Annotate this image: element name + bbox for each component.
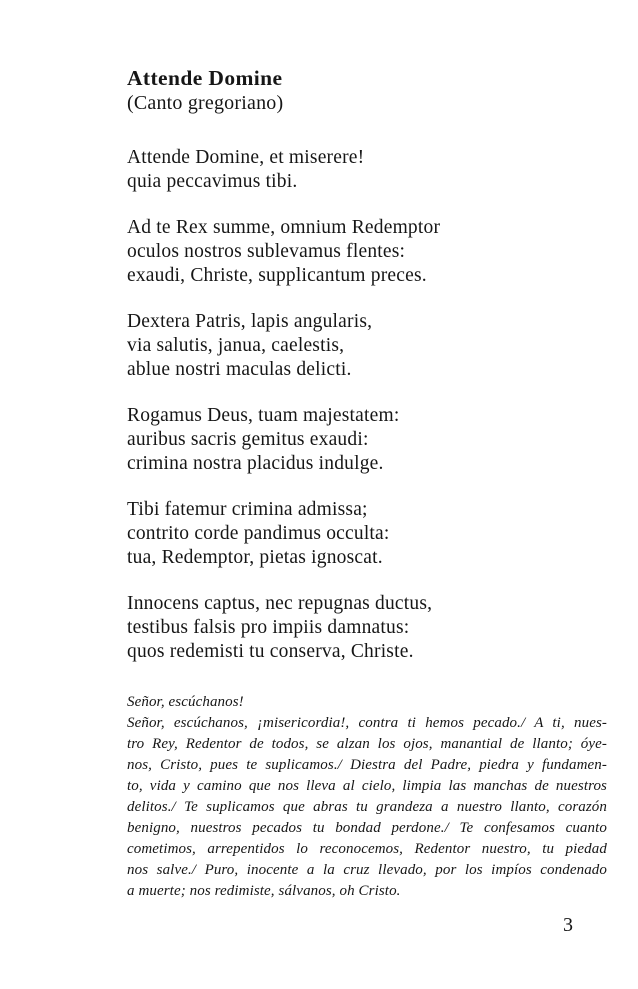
verse-line: crimina nostra placidus indulge. bbox=[127, 453, 384, 474]
verse-line: exaudi, Christe, supplicantum preces. bbox=[127, 265, 427, 286]
stanza bbox=[127, 404, 609, 476]
translation-block bbox=[127, 692, 607, 902]
verse-line: quia peccavimus tibi. bbox=[127, 171, 298, 192]
translation-line: to, vida y camino que nos lleva al cielo, limpia las manchas de nuestros bbox=[127, 778, 607, 794]
verse-line: Rogamus Deus, tuam majestatem: bbox=[127, 405, 400, 426]
hymn-title: Attende Domine bbox=[127, 66, 283, 90]
translation-line: cometimos, arrepentidos lo reconocemos, Redentor nuestro, tu piedad bbox=[127, 841, 607, 857]
verse-line: oculos nostros sublevamus flentes: bbox=[127, 241, 406, 262]
verse-line: Innocens captus, nec repugnas ductus, bbox=[127, 593, 433, 614]
verse-line: Attende Domine, et miserere! bbox=[127, 147, 365, 168]
verse-line: via salutis, janua, caelestis, bbox=[127, 335, 345, 356]
stanza bbox=[127, 498, 609, 570]
page-number: 3 bbox=[563, 914, 573, 936]
verse-line: testibus falsis pro impiis damnatus: bbox=[127, 617, 410, 638]
stanza bbox=[127, 216, 609, 288]
verse-line: tua, Redemptor, pietas ignoscat. bbox=[127, 547, 383, 568]
stanzas-container bbox=[127, 146, 609, 664]
verse-line: auribus sacris gemitus exaudi: bbox=[127, 429, 369, 450]
verse-line: contrito corde pandimus occulta: bbox=[127, 523, 390, 544]
hymn-content bbox=[127, 66, 609, 902]
verse-line: Dextera Patris, lapis angularis, bbox=[127, 311, 373, 332]
stanza bbox=[127, 592, 609, 664]
translation-line: nos, Cristo, pues te suplicamos./ Diestra del Padre, piedra y fundamen- bbox=[127, 757, 607, 773]
translation-line: tro Rey, Redentor de todos, se alzan los ojos, manantial de llanto; óye- bbox=[127, 736, 607, 752]
verse-line: ablue nostri maculas delicti. bbox=[127, 359, 352, 380]
hymn-subtitle: (Canto gregoriano) bbox=[127, 92, 284, 114]
verse-line: Tibi fatemur crimina admissa; bbox=[127, 499, 368, 520]
verse-line: Ad te Rex summe, omnium Redemptor bbox=[127, 217, 441, 238]
translation-line: benigno, nuestros pecados tu bondad perdone./ Te confesamos cuanto bbox=[127, 820, 607, 836]
translation-line: Señor, escúchanos! bbox=[127, 694, 244, 710]
stanza bbox=[127, 146, 609, 194]
verse-line: quos redemisti tu conserva, Christe. bbox=[127, 641, 414, 662]
translation-line: a muerte; nos redimiste, sálvanos, oh Cristo. bbox=[127, 883, 401, 899]
translation-line: nos salve./ Puro, inocente a la cruz llevado, por los impíos condenado bbox=[127, 862, 607, 878]
stanza bbox=[127, 310, 609, 382]
translation-line: Señor, escúchanos, ¡misericordia!, contra ti hemos pecado./ A ti, nues- bbox=[127, 715, 607, 731]
translation-line: delitos./ Te suplicamos que abras tu grandeza a nuestro llanto, corazón bbox=[127, 799, 607, 815]
